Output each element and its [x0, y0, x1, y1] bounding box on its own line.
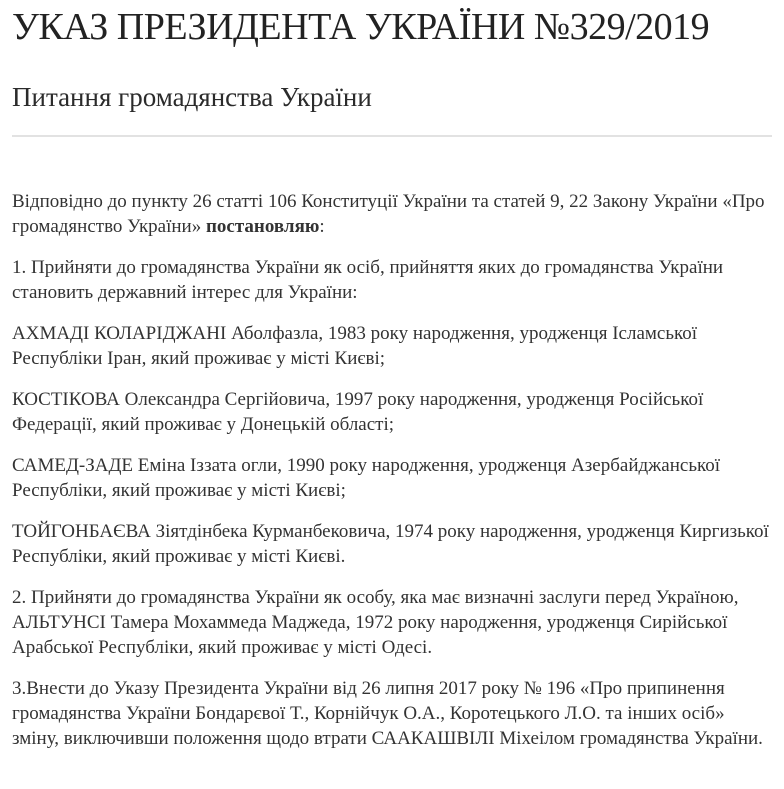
- decree-paragraph-5: ТОЙГОНБАЄВА Зіятдінбека Курманбековича, 1974 року народження, уродженця Киргизької Республіки, який проживає у місті Києві.: [12, 521, 769, 568]
- intro-text-bold: постановляю: [205, 216, 320, 238]
- intro-text-post: :: [319, 216, 325, 238]
- decree-page: [0, 6, 784, 751]
- intro-paragraph: [12, 189, 772, 239]
- decree-paragraph-3: КОСТІКОВА Олександра Сергійовича, 1997 року народження, уродженця Російської Федерації, який проживає у Донецькій області;: [12, 389, 704, 436]
- decree-paragraph-1: 1. Прийняти до громадянства України як осіб, прийняття яких до громадянства України становить державний інтерес для України:: [12, 257, 724, 304]
- decree-paragraph-7: 3.Внести до Указу Президента України від 26 липня 2017 року № 196 «Про припинення громадянства України Бондарєвої Т., Корнійчук О.А., Коротецького Л.О. та інших осіб» зміну, виключивши положення щодо втрати СААКАШВІЛІ Міхеілом громадянства України.: [12, 678, 763, 750]
- decree-paragraph-2: АХМАДІ КОЛАРІДЖАНІ Аболфазла, 1983 року народження, уродженця Ісламської Республіки Іран, який проживає у місті Києві;: [12, 323, 698, 370]
- page-title: УКАЗ ПРЕЗИДЕНТА УКРАЇНИ №329/2019: [12, 6, 710, 48]
- decree-body: [12, 137, 772, 751]
- page-subtitle: Питання громадянства України: [12, 81, 372, 112]
- decree-paragraph-6: 2. Прийняти до громадянства України як особу, яка має визначні заслуги перед Україною, АЛЬТУНСІ Тамера Мохаммеда Маджеда, 1972 року народження, уродженця Сирійської Арабської Республіки, який проживає у місті Одесі.: [12, 587, 739, 659]
- intro-text-pre: Відповідно до пункту 26 статті 106 Конституції України та статей 9, 22 Закону України «Про громадянство України»: [12, 191, 765, 238]
- decree-paragraph-4: САМЕД-ЗАДЕ Еміна Іззата огли, 1990 року народження, уродженця Азербайджанської Республіки, який проживає у місті Києві;: [12, 455, 721, 502]
